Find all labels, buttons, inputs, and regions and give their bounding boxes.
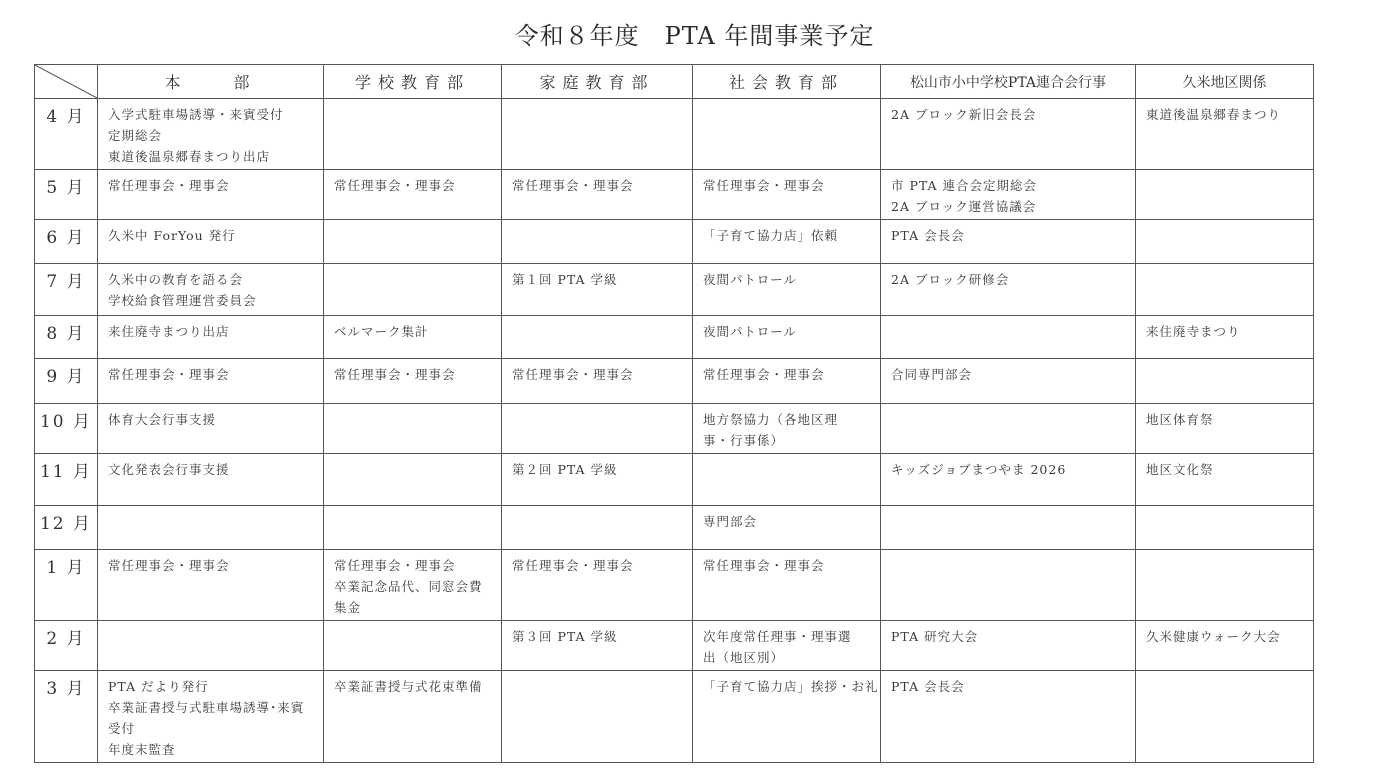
- cell-line: 地方祭協力（各地区理: [703, 412, 839, 427]
- cell-kume: [1136, 621, 1314, 671]
- cell-line: 夜間パトロール: [703, 272, 798, 287]
- cell-honbu: [98, 550, 324, 621]
- cell-line: 常任理事会・理事会: [703, 558, 825, 573]
- header-honbu: 本 部: [98, 65, 324, 99]
- month-cell: 11 月: [35, 454, 98, 506]
- cell-gakko: [324, 170, 502, 220]
- cell-shi-rengo: [881, 170, 1136, 220]
- cell-shakai: [693, 671, 881, 763]
- cell-katei: [502, 264, 693, 316]
- cell-line: 専門部会: [703, 514, 758, 529]
- cell-honbu: [98, 264, 324, 316]
- table-row: [35, 170, 1314, 220]
- cell-line: PTA 会長会: [891, 228, 965, 243]
- cell-kume: [1136, 99, 1314, 170]
- cell-katei: [502, 99, 693, 170]
- cell-shi-rengo: [881, 671, 1136, 763]
- cell-line: 来住廃寺まつり: [1146, 324, 1241, 339]
- schedule-table: [34, 64, 1314, 763]
- cell-honbu: [98, 621, 324, 671]
- cell-line: PTA 会長会: [891, 679, 965, 694]
- cell-gakko: [324, 404, 502, 454]
- cell-honbu: [98, 359, 324, 404]
- cell-line: 2A ブロック運営協議会: [891, 199, 1037, 214]
- cell-line: 常任理事会・理事会: [703, 178, 825, 193]
- cell-line: 2A ブロック新旧会長会: [891, 107, 1037, 122]
- cell-line: 入学式駐車場誘導・来賓受付: [108, 107, 284, 122]
- cell-katei: [502, 316, 693, 359]
- cell-shi-rengo: [881, 264, 1136, 316]
- cell-line: 学校給食管理運営委員会: [108, 293, 257, 308]
- cell-line: 東道後温泉郷春まつり: [1146, 107, 1282, 122]
- cell-shi-rengo: [881, 506, 1136, 550]
- cell-line: 地区文化祭: [1146, 462, 1214, 477]
- cell-line: 夜間パトロール: [703, 324, 798, 339]
- cell-shi-rengo: [881, 454, 1136, 506]
- cell-line: 卒業証書授与式花束準備: [334, 679, 483, 694]
- table-row: [35, 671, 1314, 763]
- month-cell: 5 月: [35, 170, 98, 220]
- cell-line: 久米中 ForYou 発行: [108, 228, 236, 243]
- month-cell: 9 月: [35, 359, 98, 404]
- cell-shakai: [693, 359, 881, 404]
- cell-gakko: [324, 359, 502, 404]
- cell-kume: [1136, 220, 1314, 264]
- cell-line: PTA だより発行: [108, 679, 209, 694]
- cell-line: 常任理事会・理事会: [512, 558, 634, 573]
- cell-shakai: [693, 621, 881, 671]
- cell-katei: [502, 506, 693, 550]
- header-shi-rengo: 松山市小中学校PTA連合会行事: [881, 65, 1136, 99]
- cell-gakko: [324, 621, 502, 671]
- cell-katei: [502, 359, 693, 404]
- cell-gakko: [324, 316, 502, 359]
- cell-kume: [1136, 454, 1314, 506]
- cell-honbu: [98, 671, 324, 763]
- cell-gakko: [324, 550, 502, 621]
- cell-shi-rengo: [881, 621, 1136, 671]
- cell-honbu: [98, 170, 324, 220]
- cell-line: PTA 研究大会: [891, 629, 979, 644]
- cell-honbu: [98, 316, 324, 359]
- cell-line: 来住廃寺まつり出店: [108, 324, 230, 339]
- cell-shakai: [693, 220, 881, 264]
- cell-line: 常任理事会・理事会: [334, 178, 456, 193]
- cell-line: 常任理事会・理事会: [512, 367, 634, 382]
- month-cell: 6 月: [35, 220, 98, 264]
- table-row: [35, 404, 1314, 454]
- cell-line: 久米健康ウォーク大会: [1146, 629, 1281, 644]
- table-row: [35, 506, 1314, 550]
- cell-line: 「子育て協力店」依頼: [703, 228, 839, 243]
- cell-line: 合同専門部会: [891, 367, 973, 382]
- table-row: [35, 621, 1314, 671]
- cell-line: 常任理事会・理事会: [108, 367, 230, 382]
- cell-line: 受付: [108, 721, 136, 736]
- header-shakai: 社会教育部: [693, 65, 881, 99]
- cell-kume: [1136, 170, 1314, 220]
- table-row: [35, 220, 1314, 264]
- cell-line: 卒業証書授与式駐車場誘導･来賓: [108, 700, 305, 715]
- corner-cell: [35, 65, 98, 99]
- cell-honbu: [98, 454, 324, 506]
- month-cell: 3 月: [35, 671, 98, 763]
- cell-line: 定期総会: [108, 128, 163, 143]
- month-cell: 1 月: [35, 550, 98, 621]
- schedule-body: [35, 99, 1314, 763]
- cell-line: 第１回 PTA 学級: [512, 272, 618, 287]
- cell-shi-rengo: [881, 316, 1136, 359]
- cell-shakai: [693, 506, 881, 550]
- table-row: [35, 454, 1314, 506]
- cell-honbu: [98, 404, 324, 454]
- table-row: [35, 316, 1314, 359]
- table-row: [35, 550, 1314, 621]
- cell-gakko: [324, 264, 502, 316]
- month-cell: 12 月: [35, 506, 98, 550]
- cell-shi-rengo: [881, 359, 1136, 404]
- cell-kume: [1136, 264, 1314, 316]
- table-row: [35, 359, 1314, 404]
- cell-line: 年度末監査: [108, 742, 176, 757]
- cell-gakko: [324, 99, 502, 170]
- cell-shakai: [693, 550, 881, 621]
- cell-honbu: [98, 506, 324, 550]
- cell-katei: [502, 220, 693, 264]
- cell-katei: [502, 671, 693, 763]
- cell-line: 常任理事会・理事会: [108, 178, 230, 193]
- cell-kume: [1136, 316, 1314, 359]
- cell-honbu: [98, 99, 324, 170]
- cell-shakai: [693, 454, 881, 506]
- header-row: [35, 65, 1314, 99]
- cell-line: 常任理事会・理事会: [334, 558, 456, 573]
- cell-line: 2A ブロック研修会: [891, 272, 1010, 287]
- month-cell: 2 月: [35, 621, 98, 671]
- cell-gakko: [324, 671, 502, 763]
- cell-kume: [1136, 404, 1314, 454]
- cell-line: 常任理事会・理事会: [512, 178, 634, 193]
- cell-shi-rengo: [881, 550, 1136, 621]
- cell-shakai: [693, 264, 881, 316]
- cell-line: 卒業記念品代、同窓会費: [334, 579, 483, 594]
- cell-line: 市 PTA 連合会定期総会: [891, 178, 1038, 193]
- cell-gakko: [324, 220, 502, 264]
- cell-kume: [1136, 506, 1314, 550]
- cell-line: 久米中の教育を語る会: [108, 272, 244, 287]
- cell-shakai: [693, 404, 881, 454]
- cell-line: 常任理事会・理事会: [703, 367, 825, 382]
- cell-katei: [502, 170, 693, 220]
- cell-gakko: [324, 506, 502, 550]
- header-kume: 久米地区関係: [1136, 65, 1314, 99]
- diagonal-line-icon: [35, 65, 97, 98]
- cell-line: 体育大会行事支援: [108, 412, 217, 427]
- cell-line: 東道後温泉郷春まつり出店: [108, 149, 271, 164]
- cell-honbu: [98, 220, 324, 264]
- cell-line: 次年度常任理事・理事選: [703, 629, 852, 644]
- cell-line: 集金: [334, 600, 362, 615]
- cell-line: 事・行事係）: [703, 433, 785, 448]
- cell-shi-rengo: [881, 404, 1136, 454]
- table-row: [35, 264, 1314, 316]
- cell-line: 文化発表会行事支援: [108, 462, 230, 477]
- cell-katei: [502, 621, 693, 671]
- cell-line: 常任理事会・理事会: [334, 367, 456, 382]
- cell-line: 地区体育祭: [1146, 412, 1214, 427]
- cell-line: キッズジョブまつやま 2026: [891, 462, 1067, 477]
- cell-line: 「子育て協力店」挨拶・お礼: [703, 679, 879, 694]
- cell-line: 第３回 PTA 学級: [512, 629, 618, 644]
- table-row: [35, 99, 1314, 170]
- cell-shakai: [693, 99, 881, 170]
- page-title: 令和８年度 PTA 年間事業予定: [514, 22, 875, 50]
- cell-line: 常任理事会・理事会: [108, 558, 230, 573]
- cell-katei: [502, 454, 693, 506]
- cell-shi-rengo: [881, 99, 1136, 170]
- month-cell: 8 月: [35, 316, 98, 359]
- cell-kume: [1136, 550, 1314, 621]
- month-cell: 10 月: [35, 404, 98, 454]
- cell-line: 出（地区別）: [703, 650, 785, 665]
- cell-kume: [1136, 671, 1314, 763]
- cell-kume: [1136, 359, 1314, 404]
- month-cell: 7 月: [35, 264, 98, 316]
- cell-line: 第２回 PTA 学級: [512, 462, 618, 477]
- cell-gakko: [324, 454, 502, 506]
- cell-shakai: [693, 316, 881, 359]
- cell-katei: [502, 404, 693, 454]
- header-gakko: 学校教育部: [324, 65, 502, 99]
- cell-shakai: [693, 170, 881, 220]
- cell-line: ベルマーク集計: [334, 324, 429, 339]
- header-katei: 家庭教育部: [502, 65, 693, 99]
- cell-katei: [502, 550, 693, 621]
- month-cell: 4 月: [35, 99, 98, 170]
- cell-shi-rengo: [881, 220, 1136, 264]
